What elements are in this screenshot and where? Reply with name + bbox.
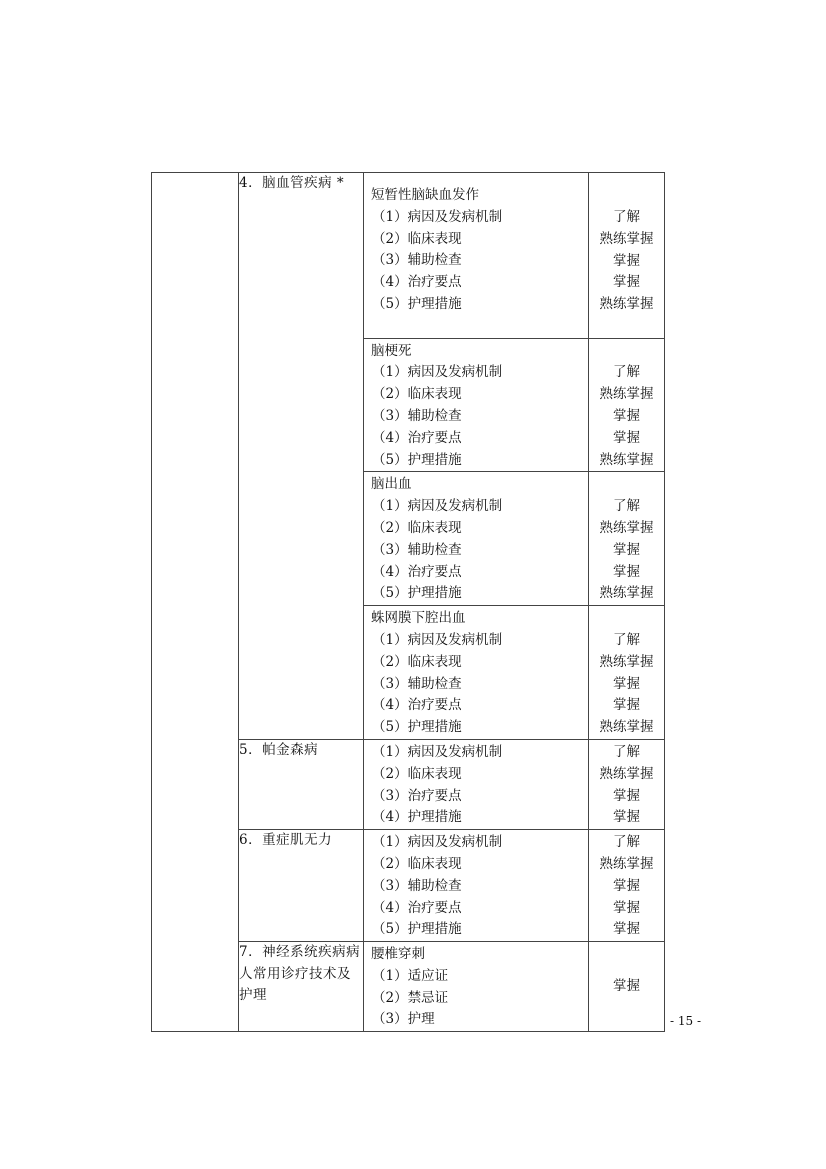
level-label: 掌握 xyxy=(613,977,640,994)
syllabus-table xyxy=(151,172,665,1032)
level-cell xyxy=(589,830,665,942)
list-item: （4）治疗要点 xyxy=(372,563,462,580)
content-cell xyxy=(364,942,589,1032)
block-title: 短暂性脑缺血发作 xyxy=(371,187,479,203)
level-label: 掌握 xyxy=(613,921,640,938)
list-item: （4）护理措施 xyxy=(372,809,462,826)
content-cell xyxy=(364,739,589,829)
level-label: 熟练掌握 xyxy=(599,765,654,782)
level-label: 熟练掌握 xyxy=(599,855,654,872)
level-label: 了解 xyxy=(613,498,640,515)
list-item: （2）临床表现 xyxy=(372,765,462,782)
level-label: 掌握 xyxy=(613,899,640,916)
list-item: （1）病因及发病机制 xyxy=(372,631,503,648)
list-item: （1）病因及发病机制 xyxy=(372,498,503,515)
topic-cell: 6．重症肌无力 xyxy=(239,830,364,942)
level-label: 掌握 xyxy=(613,563,640,580)
block-title: 脑出血 xyxy=(371,476,412,493)
list-item: （3）辅助检查 xyxy=(372,675,462,692)
list-item: （1）适应证 xyxy=(372,967,449,984)
list-item: （3）治疗要点 xyxy=(372,787,462,804)
list-item: （4）治疗要点 xyxy=(372,274,462,291)
level-cell xyxy=(589,173,665,339)
level-label: 熟练掌握 xyxy=(599,519,654,536)
list-item: （4）治疗要点 xyxy=(372,899,462,916)
list-item: （3）护理 xyxy=(372,1011,435,1028)
content-cell xyxy=(364,338,589,472)
list-item: （2）临床表现 xyxy=(372,230,462,247)
list-item: （4）治疗要点 xyxy=(372,697,462,714)
level-label: 掌握 xyxy=(613,274,640,291)
level-label: 了解 xyxy=(613,364,640,381)
level-label: 掌握 xyxy=(613,429,640,446)
level-label: 熟练掌握 xyxy=(599,653,654,670)
level-label: 掌握 xyxy=(613,877,640,894)
level-label: 了解 xyxy=(613,743,640,760)
list-item: （1）病因及发病机制 xyxy=(372,834,503,851)
level-cell xyxy=(589,606,665,740)
level-label: 熟练掌握 xyxy=(599,386,654,403)
block-title: 蛛网膜下腔出血 xyxy=(371,610,466,627)
level-label: 了解 xyxy=(613,631,640,648)
list-item: （1）病因及发病机制 xyxy=(372,743,503,760)
empty-left-cell xyxy=(152,173,239,1032)
list-item: （2）临床表现 xyxy=(372,855,462,872)
topic-cell: 4．脑血管疾病 * xyxy=(239,173,364,740)
level-cell xyxy=(589,942,665,1032)
content-cell xyxy=(364,830,589,942)
list-item: （3）辅助检查 xyxy=(372,877,462,894)
list-item: （5）护理措施 xyxy=(372,585,462,602)
list-item: （2）临床表现 xyxy=(372,386,462,403)
list-item: （3）辅助检查 xyxy=(372,407,462,424)
level-cell xyxy=(589,739,665,829)
level-label: 了解 xyxy=(613,209,640,225)
list-item: （5）护理措施 xyxy=(372,719,462,736)
list-item: （3）辅助检查 xyxy=(372,252,462,269)
topic-cell: 7．神经系统疾病病人常用诊疗技术及护理 xyxy=(239,942,364,1032)
level-label: 熟练掌握 xyxy=(599,296,654,313)
level-label: 熟练掌握 xyxy=(599,230,654,247)
level-label: 熟练掌握 xyxy=(599,451,654,468)
level-label: 掌握 xyxy=(613,809,640,826)
list-item: （2）临床表现 xyxy=(372,653,462,670)
block-title: 脑梗死 xyxy=(371,342,412,359)
page-number: - 15 - xyxy=(670,1014,702,1028)
level-label: 熟练掌握 xyxy=(599,585,654,602)
topic-cell: 5．帕金森病 xyxy=(239,739,364,829)
level-label: 掌握 xyxy=(613,675,640,692)
level-label: 掌握 xyxy=(613,787,640,804)
level-cell xyxy=(589,338,665,472)
level-label: 了解 xyxy=(613,834,640,851)
content-cell xyxy=(364,173,589,339)
list-item: （4）治疗要点 xyxy=(372,429,462,446)
list-item: （2）临床表现 xyxy=(372,519,462,536)
list-item: （1）病因及发病机制 xyxy=(372,208,503,225)
list-item: （1）病因及发病机制 xyxy=(372,364,503,381)
content-cell xyxy=(364,472,589,606)
list-item: （5）护理措施 xyxy=(372,295,462,312)
level-label: 掌握 xyxy=(613,252,640,269)
table-row xyxy=(152,173,665,339)
list-item: （5）护理措施 xyxy=(372,451,462,468)
list-item: （3）辅助检查 xyxy=(372,541,462,558)
block-title: 腰椎穿刺 xyxy=(371,946,425,963)
level-label: 掌握 xyxy=(613,697,640,714)
level-label: 掌握 xyxy=(613,541,640,558)
list-item: （2）禁忌证 xyxy=(372,989,449,1006)
list-item: （5）护理措施 xyxy=(372,921,462,938)
level-label: 熟练掌握 xyxy=(599,719,654,736)
level-label: 掌握 xyxy=(613,407,640,424)
level-cell xyxy=(589,472,665,606)
content-cell xyxy=(364,606,589,740)
